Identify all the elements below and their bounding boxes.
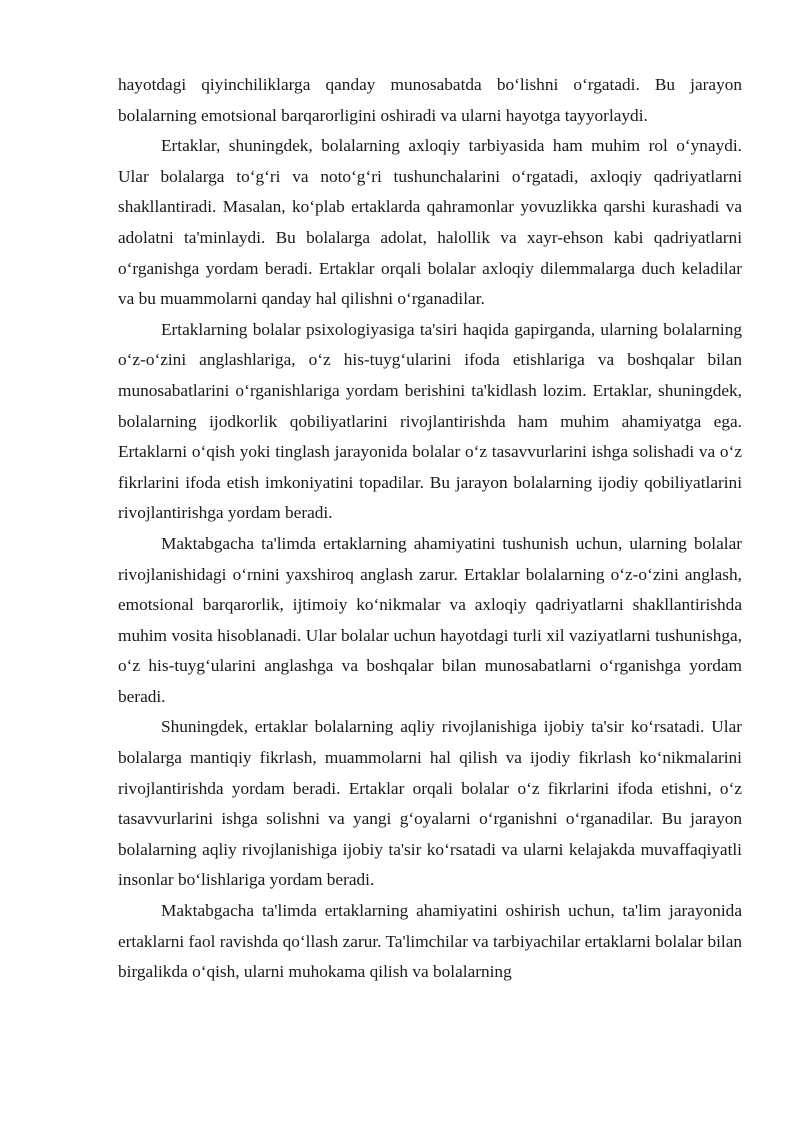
paragraph-preschool-importance: Maktabgacha ta'limda ertaklarning ahamiyatini tushunish uchun, ularning bolalar rivojlanishidagi o‘rnini yaxshiroq anglash zarur. Ertaklar bolalarning o‘z-o‘zini anglash, emotsional barqarorlik, ijtimoiy ko‘nikmalar va axloqiy qadriyatlarni shakllantirishda muhim vosita hisoblanadi. Ular bolalar uchun hayotdagi turli xil vaziyatlarni tushunishga, o‘z his-tuyg‘ularini anglashga va boshqalar bilan munosabatlarni o‘rganishga yordam beradi.: [118, 533, 742, 706]
paragraph-cognitive-development: Shuningdek, ertaklar bolalarning aqliy rivojlanishiga ijobiy ta'sir ko‘rsatadi. Ular bolalarga mantiqiy fikrlash, muammolarni hal qilish va ijodiy fikrlash ko‘nikmalarini rivojlantirishda yordam beradi. Ertaklar orqali bolalar o‘z fikrlarini ifoda etishni, o‘z tasavvurlarini ishga solishni va yangi g‘oyalarni o‘rganishni o‘rganadilar. Bu jarayon bolalarning aqliy rivojlanishiga ijobiy ta'sir ko‘rsatadi va ularni kelajakda muvaffaqiyatli insonlar bo‘lishlariga yordam beradi.: [118, 717, 742, 890]
paragraph-increasing-importance: Maktabgacha ta'limda ertaklarning ahamiyatini oshirish uchun, ta'lim jarayonida ertaklarni faol ravishda qo‘llash zarur. Ta'limchilar va tarbiyachilar ertaklarni bolalar bilan birgalikda o‘qish, ularni muhokama qilish va bolalarning: [118, 901, 742, 982]
document-page: [118, 70, 742, 988]
paragraph-continuation: hayotdagi qiyinchiliklarga qanday munosabatda bo‘lishni o‘rgatadi. Bu jarayon bolalarning emotsional barqarorligini oshiradi va ularni hayotga tayyorlaydi.: [118, 75, 742, 125]
paragraph-moral-education: Ertaklar, shuningdek, bolalarning axloqiy tarbiyasida ham muhim rol o‘ynaydi. Ular bolalarga to‘g‘ri va noto‘g‘ri tushunchalarini o‘rgatadi, axloqiy qadriyatlarni shakllantiradi. Masalan, ko‘plab ertaklarda qahramonlar yovuzlikka qarshi kurashadi va adolatni ta'minlaydi. Bu bolalarga adolat, halollik va xayr-ehson kabi qadriyatlarni o‘rganishga yordam beradi. Ertaklar orqali bolalar axloqiy dilemmalarga duch keladilar va bu muammolarni qanday hal qilishni o‘rganadilar.: [118, 136, 742, 309]
paragraph-psychology: Ertaklarning bolalar psixologiyasiga ta'siri haqida gapirganda, ularning bolalarning o‘z-o‘zini anglashlariga, o‘z his-tuyg‘ularini ifoda etishlariga va boshqalar bilan munosabatlarini o‘rganishlariga yordam berishini ta'kidlash lozim. Ertaklar, shuningdek, bolalarning ijodkorlik qobiliyatlarini rivojlantirishda ham muhim ahamiyatga ega. Ertaklarni o‘qish yoki tinglash jarayonida bolalar o‘z tasavvurlarini ishga solishadi va o‘z fikrlarini ifoda etish imkoniyatini topadilar. Bu jarayon bolalarning ijodiy qobiliyatlarini rivojlantirishga yordam beradi.: [118, 319, 742, 523]
